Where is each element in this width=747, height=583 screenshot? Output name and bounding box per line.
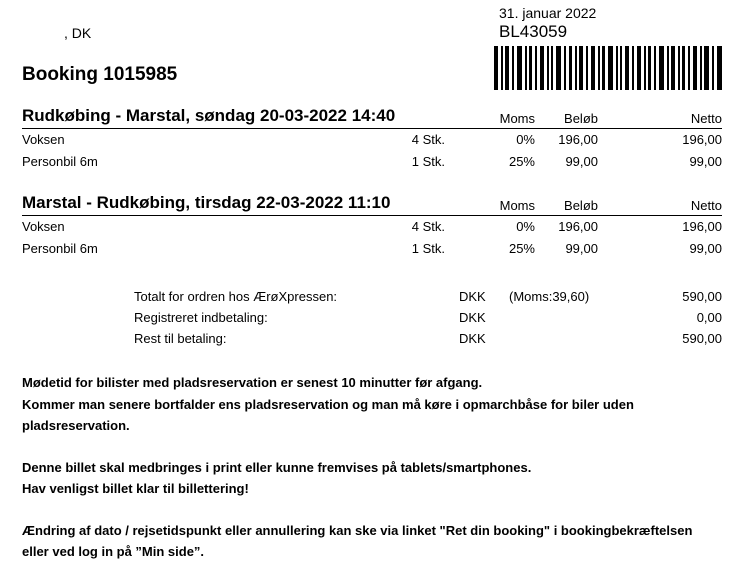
remaining-label: Rest til betaling: [134,331,227,346]
item-amount: 99,00 [565,154,598,169]
totals-block [22,286,722,349]
col-header-amount: Beløb [564,198,598,213]
note-line: Hav venligst billet klar til billettering! [22,481,249,496]
col-header-net: Netto [690,111,722,126]
trip-title: Marstal - Rudkøbing, tirsdag 22-03-2022 11:10 [22,193,391,212]
item-vat: 0% [516,219,535,234]
item-net: 196,00 [682,132,722,147]
ticket-note [22,457,727,500]
total-vat: (Moms:39,60) [509,289,590,304]
customer-address: , DK [64,25,92,41]
item-amount: 99,00 [565,241,598,256]
note-line: Mødetid for bilister med pladsreservation er senest 10 minutter før afgang. [22,375,483,390]
trip-header [22,106,722,129]
meeting-time-note [22,372,727,437]
item-quantity: 4 Stk. [411,132,445,147]
change-note [22,520,727,563]
line-item [22,216,722,238]
document-date: 31. januar 2022 [499,5,597,21]
col-header-vat: Moms [499,111,535,126]
note-line: Denne billet skal medbringes i print eller kunne fremvises på tablets/smartphones. [22,459,532,475]
note-line: eller ved log in på ”Min side”. [22,544,205,559]
item-description: Personbil 6m [22,241,98,256]
total-label: Totalt for ordren hos ÆrøXpressen: [134,289,338,304]
item-amount: 196,00 [558,132,598,147]
trip-header [22,193,722,216]
item-net: 196,00 [682,219,722,234]
note-line: Kommer man senere bortfalder ens pladsreservation og man må køre i opmarchbåse for biler uden [22,396,634,412]
trip-title: Rudkøbing - Marstal, søndag 20-03-2022 14:40 [22,106,396,125]
item-vat: 25% [508,241,535,256]
remaining-value: 590,00 [682,331,722,346]
trip-section [22,106,722,173]
item-quantity: 1 Stk. [411,154,445,169]
item-description: Voksen [22,219,65,234]
paid-row [22,307,722,328]
item-vat: 25% [508,154,535,169]
item-amount: 196,00 [558,219,598,234]
notes-block [22,372,727,583]
item-description: Voksen [22,132,65,147]
trip-section [22,193,722,260]
barcode-image [494,46,722,90]
col-header-net: Netto [690,198,722,213]
col-header-amount: Beløb [564,111,598,126]
total-row [22,286,722,307]
remaining-row [22,328,722,349]
remaining-currency: DKK [459,331,486,346]
item-net: 99,00 [689,241,722,256]
booking-title: Booking 1015985 [22,64,178,85]
item-net: 99,00 [689,154,722,169]
paid-label: Registreret indbetaling: [134,310,268,325]
item-quantity: 4 Stk. [411,219,445,234]
item-quantity: 1 Stk. [411,241,445,256]
note-line: Ændring af dato / rejsetidspunkt eller annullering kan ske via linket "Ret din booking" i bookingbekræftelsen [22,522,693,538]
paid-currency: DKK [459,310,486,325]
note-line: pladsreservation. [22,418,130,433]
line-item [22,238,722,260]
item-description: Personbil 6m [22,154,98,169]
total-value: 590,00 [682,289,722,304]
booking-code: BL43059 [499,22,568,41]
line-item [22,151,722,173]
line-item [22,129,722,151]
col-header-vat: Moms [499,198,535,213]
total-currency: DKK [459,289,486,304]
item-vat: 0% [516,132,535,147]
paid-value: 0,00 [696,310,722,325]
